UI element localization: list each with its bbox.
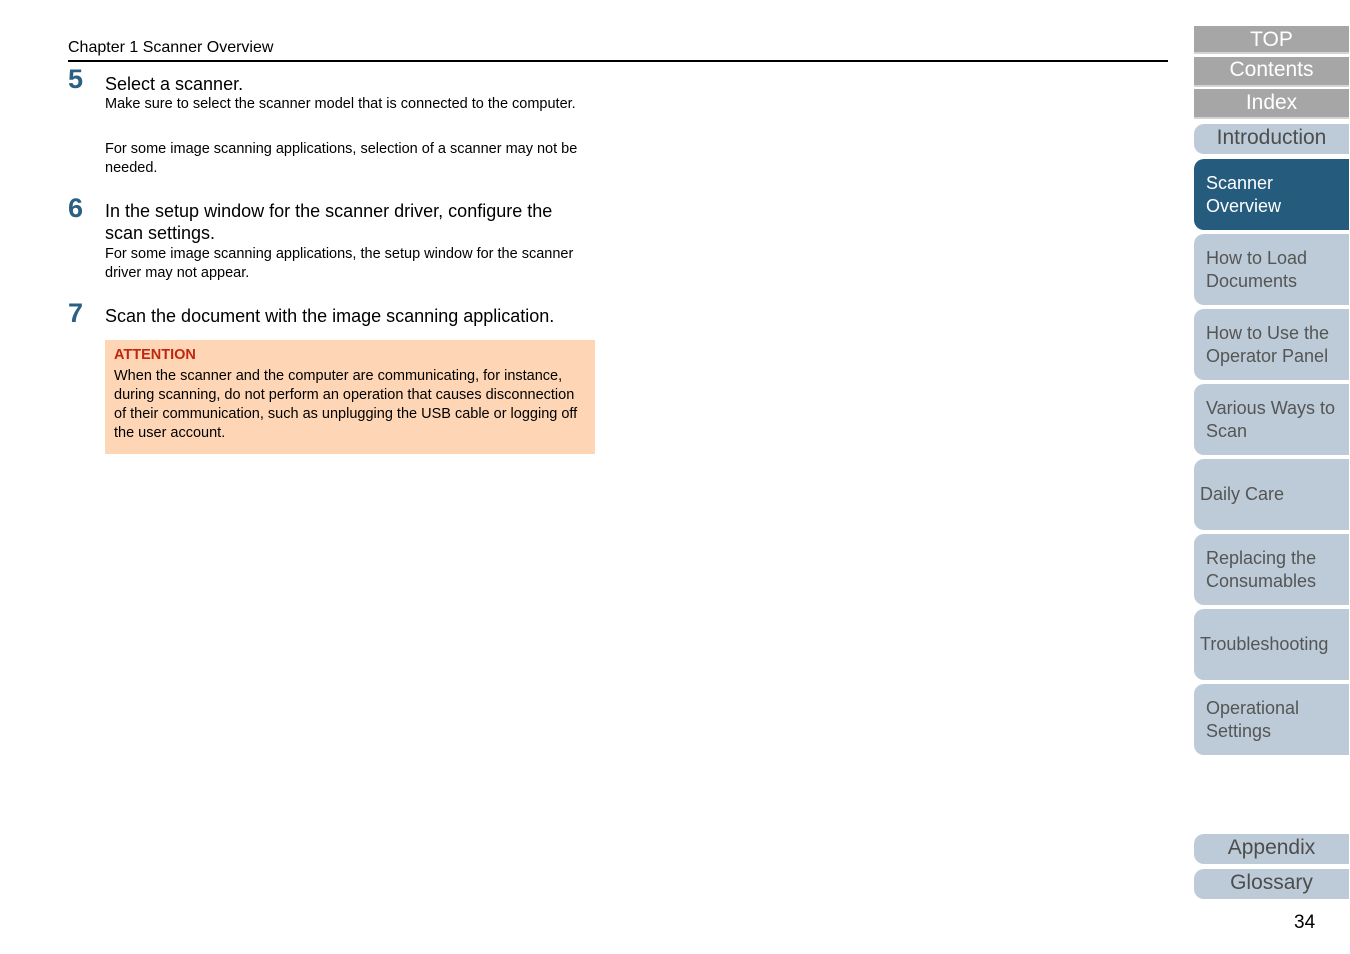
step-number-5: 5 (68, 64, 84, 94)
attention-box (105, 340, 595, 454)
nav-index-button[interactable]: Index (1194, 89, 1349, 119)
nav-tab-label: Various Ways to Scan (1206, 398, 1336, 441)
nav-tab-scanner-overview[interactable] (1194, 159, 1349, 230)
attention-title: ATTENTION (114, 347, 196, 363)
nav-tab-various-ways-to-scan[interactable] (1194, 384, 1349, 455)
step-title-5: Select a scanner. (105, 74, 244, 94)
page-number: 34 (1294, 912, 1316, 933)
nav-tab-operational-settings[interactable] (1194, 684, 1349, 755)
nav-tab-label: Operational Settings (1206, 698, 1300, 741)
nav-tab-operator-panel[interactable] (1194, 309, 1349, 380)
nav-tab-how-to-load-documents[interactable] (1194, 234, 1349, 305)
nav-tab-label: How to Load Documents (1206, 248, 1308, 291)
step-title-7: Scan the document with the image scanning application. (105, 306, 555, 326)
nav-tab-replacing-consumables[interactable] (1194, 534, 1349, 605)
nav-tab-label: How to Use the Operator Panel (1206, 323, 1330, 366)
nav-tab-label: Troubleshooting (1200, 634, 1329, 655)
nav-tab-label: Replacing the Consumables (1206, 548, 1317, 591)
nav-top-button[interactable]: TOP (1194, 26, 1349, 54)
nav-tab-introduction[interactable]: Introduction (1194, 124, 1349, 154)
chapter-header: Chapter 1 Scanner Overview (68, 39, 274, 56)
nav-tab-label: Daily Care (1200, 484, 1285, 505)
step-body-6: For some image scanning applications, the setup window for the scanner driver may not appear. (105, 246, 574, 281)
nav-tab-label: Scanner Overview (1206, 173, 1282, 216)
step-body-5-a: Make sure to select the scanner model that is connected to the computer. (105, 96, 576, 112)
nav-tab-appendix[interactable]: Appendix (1194, 834, 1349, 864)
header-rule (68, 60, 1168, 62)
attention-body: When the scanner and the computer are communicating, for instance, during scanning, do not perform an operation that causes disconnection of their communication, such as unplugging the USB cable or logging off the user account. (114, 368, 578, 441)
step-number-7: 7 (68, 298, 84, 328)
nav-contents-button[interactable]: Contents (1194, 57, 1349, 87)
step-title-6: In the setup window for the scanner driver, configure the scan settings. (105, 201, 553, 243)
nav-tab-troubleshooting[interactable] (1194, 609, 1349, 680)
step-body-5-b: For some image scanning applications, selection of a scanner may not be needed. (105, 141, 578, 176)
nav-tab-glossary[interactable]: Glossary (1194, 869, 1349, 899)
step-number-6: 6 (68, 193, 84, 223)
nav-tab-daily-care[interactable] (1194, 459, 1349, 530)
